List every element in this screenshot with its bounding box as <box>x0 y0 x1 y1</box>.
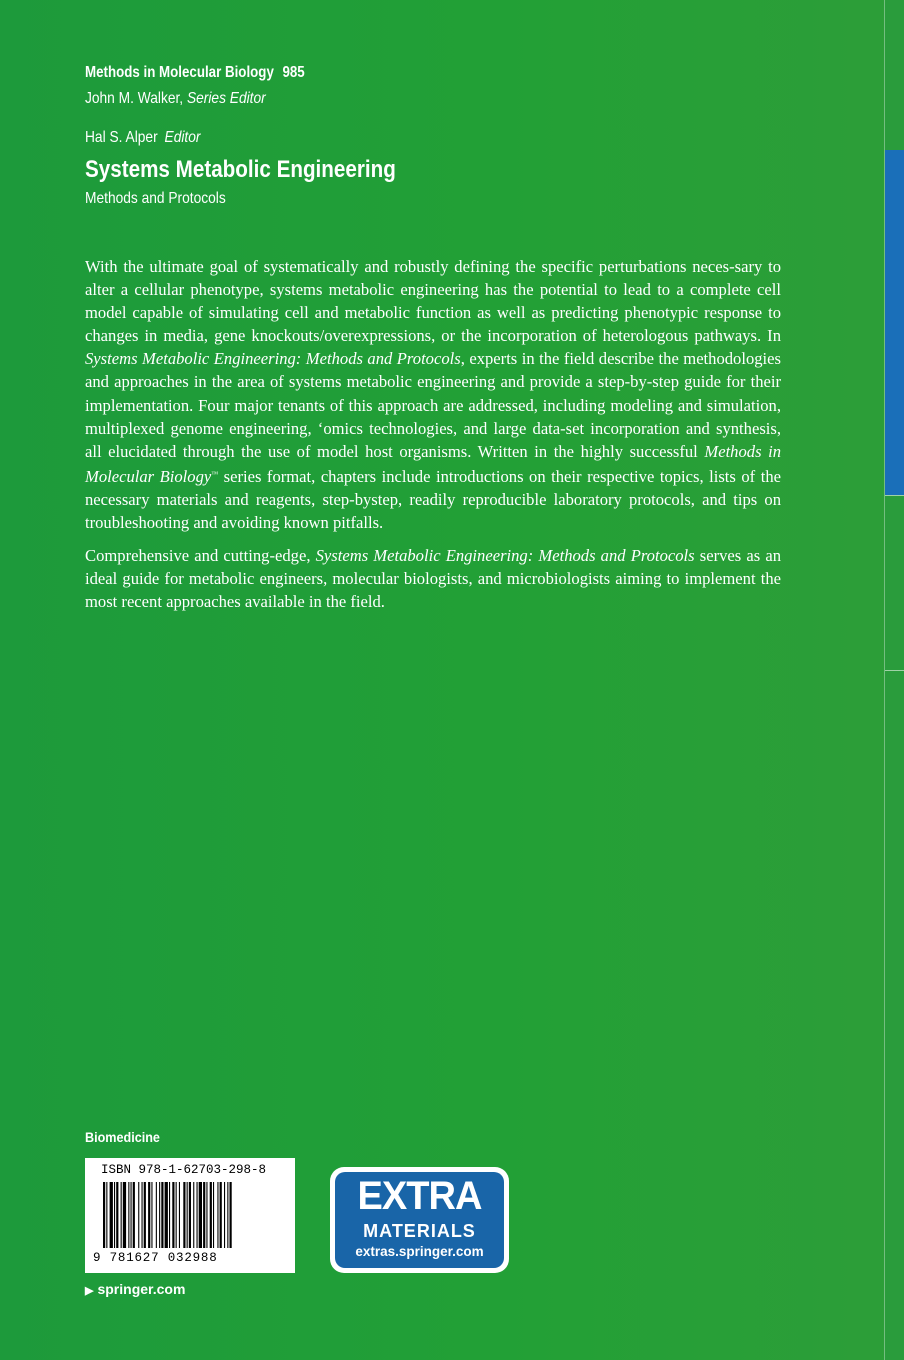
barcode-bar <box>217 1182 218 1248</box>
barcode-bar <box>224 1182 225 1248</box>
barcode-bar <box>114 1182 115 1248</box>
description-book-title: Systems Metabolic Engineering: Methods and Protocols <box>85 349 461 369</box>
book-editor <box>85 129 200 147</box>
extra-materials-badge[interactable] <box>330 1167 509 1273</box>
arrow-right-icon: ▶ <box>85 1285 94 1297</box>
spine-divider <box>885 495 904 496</box>
description-book-title: Systems Metabolic Engineering: Methods and Protocols <box>315 546 695 566</box>
barcode-bar <box>203 1182 205 1248</box>
barcode-bar <box>213 1182 214 1248</box>
subject-category: Biomedicine <box>85 1129 160 1145</box>
barcode-bar <box>169 1182 170 1248</box>
barcode-bar <box>176 1182 177 1248</box>
badge-url: extras.springer.com <box>355 1244 484 1259</box>
barcode-bar <box>179 1182 180 1248</box>
series-number: 985 <box>282 64 305 81</box>
book-subtitle: Methods and Protocols <box>85 190 226 207</box>
barcode-bar <box>159 1182 160 1248</box>
extra-materials-badge-inner <box>335 1172 504 1268</box>
barcode-bar <box>165 1182 168 1248</box>
barcode-bar <box>142 1182 143 1248</box>
barcode-bar <box>131 1182 132 1248</box>
badge-materials-word: MATERIALS <box>363 1221 476 1241</box>
barcode-bar <box>151 1182 152 1248</box>
badge-extra-word: EXTRA <box>357 1174 482 1218</box>
isbn-label: ISBN 978-1-62703-298-8 <box>101 1163 267 1177</box>
barcode-bar <box>183 1182 185 1248</box>
description-paragraph <box>85 255 781 534</box>
barcode-bar <box>161 1182 163 1248</box>
description-text: With the ultimate goal of systematically and robustly defining the specific perturbations neces-sary to alter a cellular phenotype, systems metabolic engineering has the potential to lead to a complete cell model capable of simulating cell and metabolic function as well as predicting phenotypic response to changes in media, gene knockouts/overexpressions, or the incorporation of heterologous pathways. In <box>85 257 781 346</box>
description-text: , experts in the field describe the methodologies and approaches in the area of systems metabolic engineering and provide a step-by-step guide for their implementation. Four major tenants of this approach are addressed, including modeling and simulation, multiplexed genome engineering, ‘omics technologies, and large data-set incorporation and synthesis, all elucidated through the use of model host organisms. Written in the highly successful <box>85 349 781 461</box>
barcode-bar <box>187 1182 188 1248</box>
series-name: Methods in Molecular Biology <box>85 64 274 81</box>
barcode-bar <box>230 1182 232 1248</box>
barcode-bar <box>193 1182 194 1248</box>
barcode-bar <box>197 1182 198 1248</box>
book-title: Systems Metabolic Engineering <box>85 156 396 183</box>
book-editor-role: Editor <box>164 129 201 146</box>
barcode-digits: 9 781627 032988 <box>93 1251 218 1265</box>
barcode-bar <box>103 1182 105 1248</box>
isbn-barcode <box>85 1158 295 1273</box>
barcode-bar <box>123 1182 126 1248</box>
barcode-bar <box>206 1182 207 1248</box>
barcode-bar <box>199 1182 202 1248</box>
book-description <box>85 255 781 623</box>
barcode-bar <box>116 1182 118 1248</box>
barcode-bar <box>133 1182 135 1248</box>
description-text: series format, chapters include introductions on their respective topics, lists of the necessary materials and reagents, step-bystep, readily reproducible laboratory protocols, and tips on troubleshooting and avoiding known pitfalls. <box>85 466 781 533</box>
series-editor-role: Series Editor <box>186 90 266 107</box>
series-editor <box>85 90 266 108</box>
barcode-bar <box>227 1182 228 1248</box>
barcode-bar <box>156 1182 157 1248</box>
barcode-bar <box>148 1182 150 1248</box>
description-paragraph <box>85 544 781 613</box>
barcode-bar <box>121 1182 122 1248</box>
series-editor-name: John M. Walker, <box>85 90 184 107</box>
description-text: Comprehensive and cutting-edge, <box>85 546 316 566</box>
barcode-bars <box>95 1182 285 1252</box>
barcode-bar <box>210 1182 212 1248</box>
trademark-symbol: ™ <box>211 469 219 478</box>
barcode-bar <box>189 1182 191 1248</box>
barcode-bar <box>220 1182 222 1248</box>
barcode-bar <box>172 1182 174 1248</box>
barcode-bar <box>106 1182 107 1248</box>
spine-divider <box>885 670 904 671</box>
publisher-site: springer.com <box>97 1281 186 1297</box>
series-title <box>85 64 305 82</box>
book-editor-name: Hal S. Alper <box>85 129 158 146</box>
spine-color-band <box>885 150 904 495</box>
publisher-link[interactable] <box>85 1281 185 1297</box>
barcode-bar <box>144 1182 146 1248</box>
description-series-name: Methods in Molecular Biology <box>85 441 782 486</box>
barcode-bar <box>128 1182 129 1248</box>
description-text: serves as an ideal guide for metabolic engineers, molecular biologists, and microbiologists aiming to implement the most recent approaches available in the field. <box>85 546 781 612</box>
barcode-bar <box>138 1182 139 1248</box>
barcode-bar <box>110 1182 113 1248</box>
